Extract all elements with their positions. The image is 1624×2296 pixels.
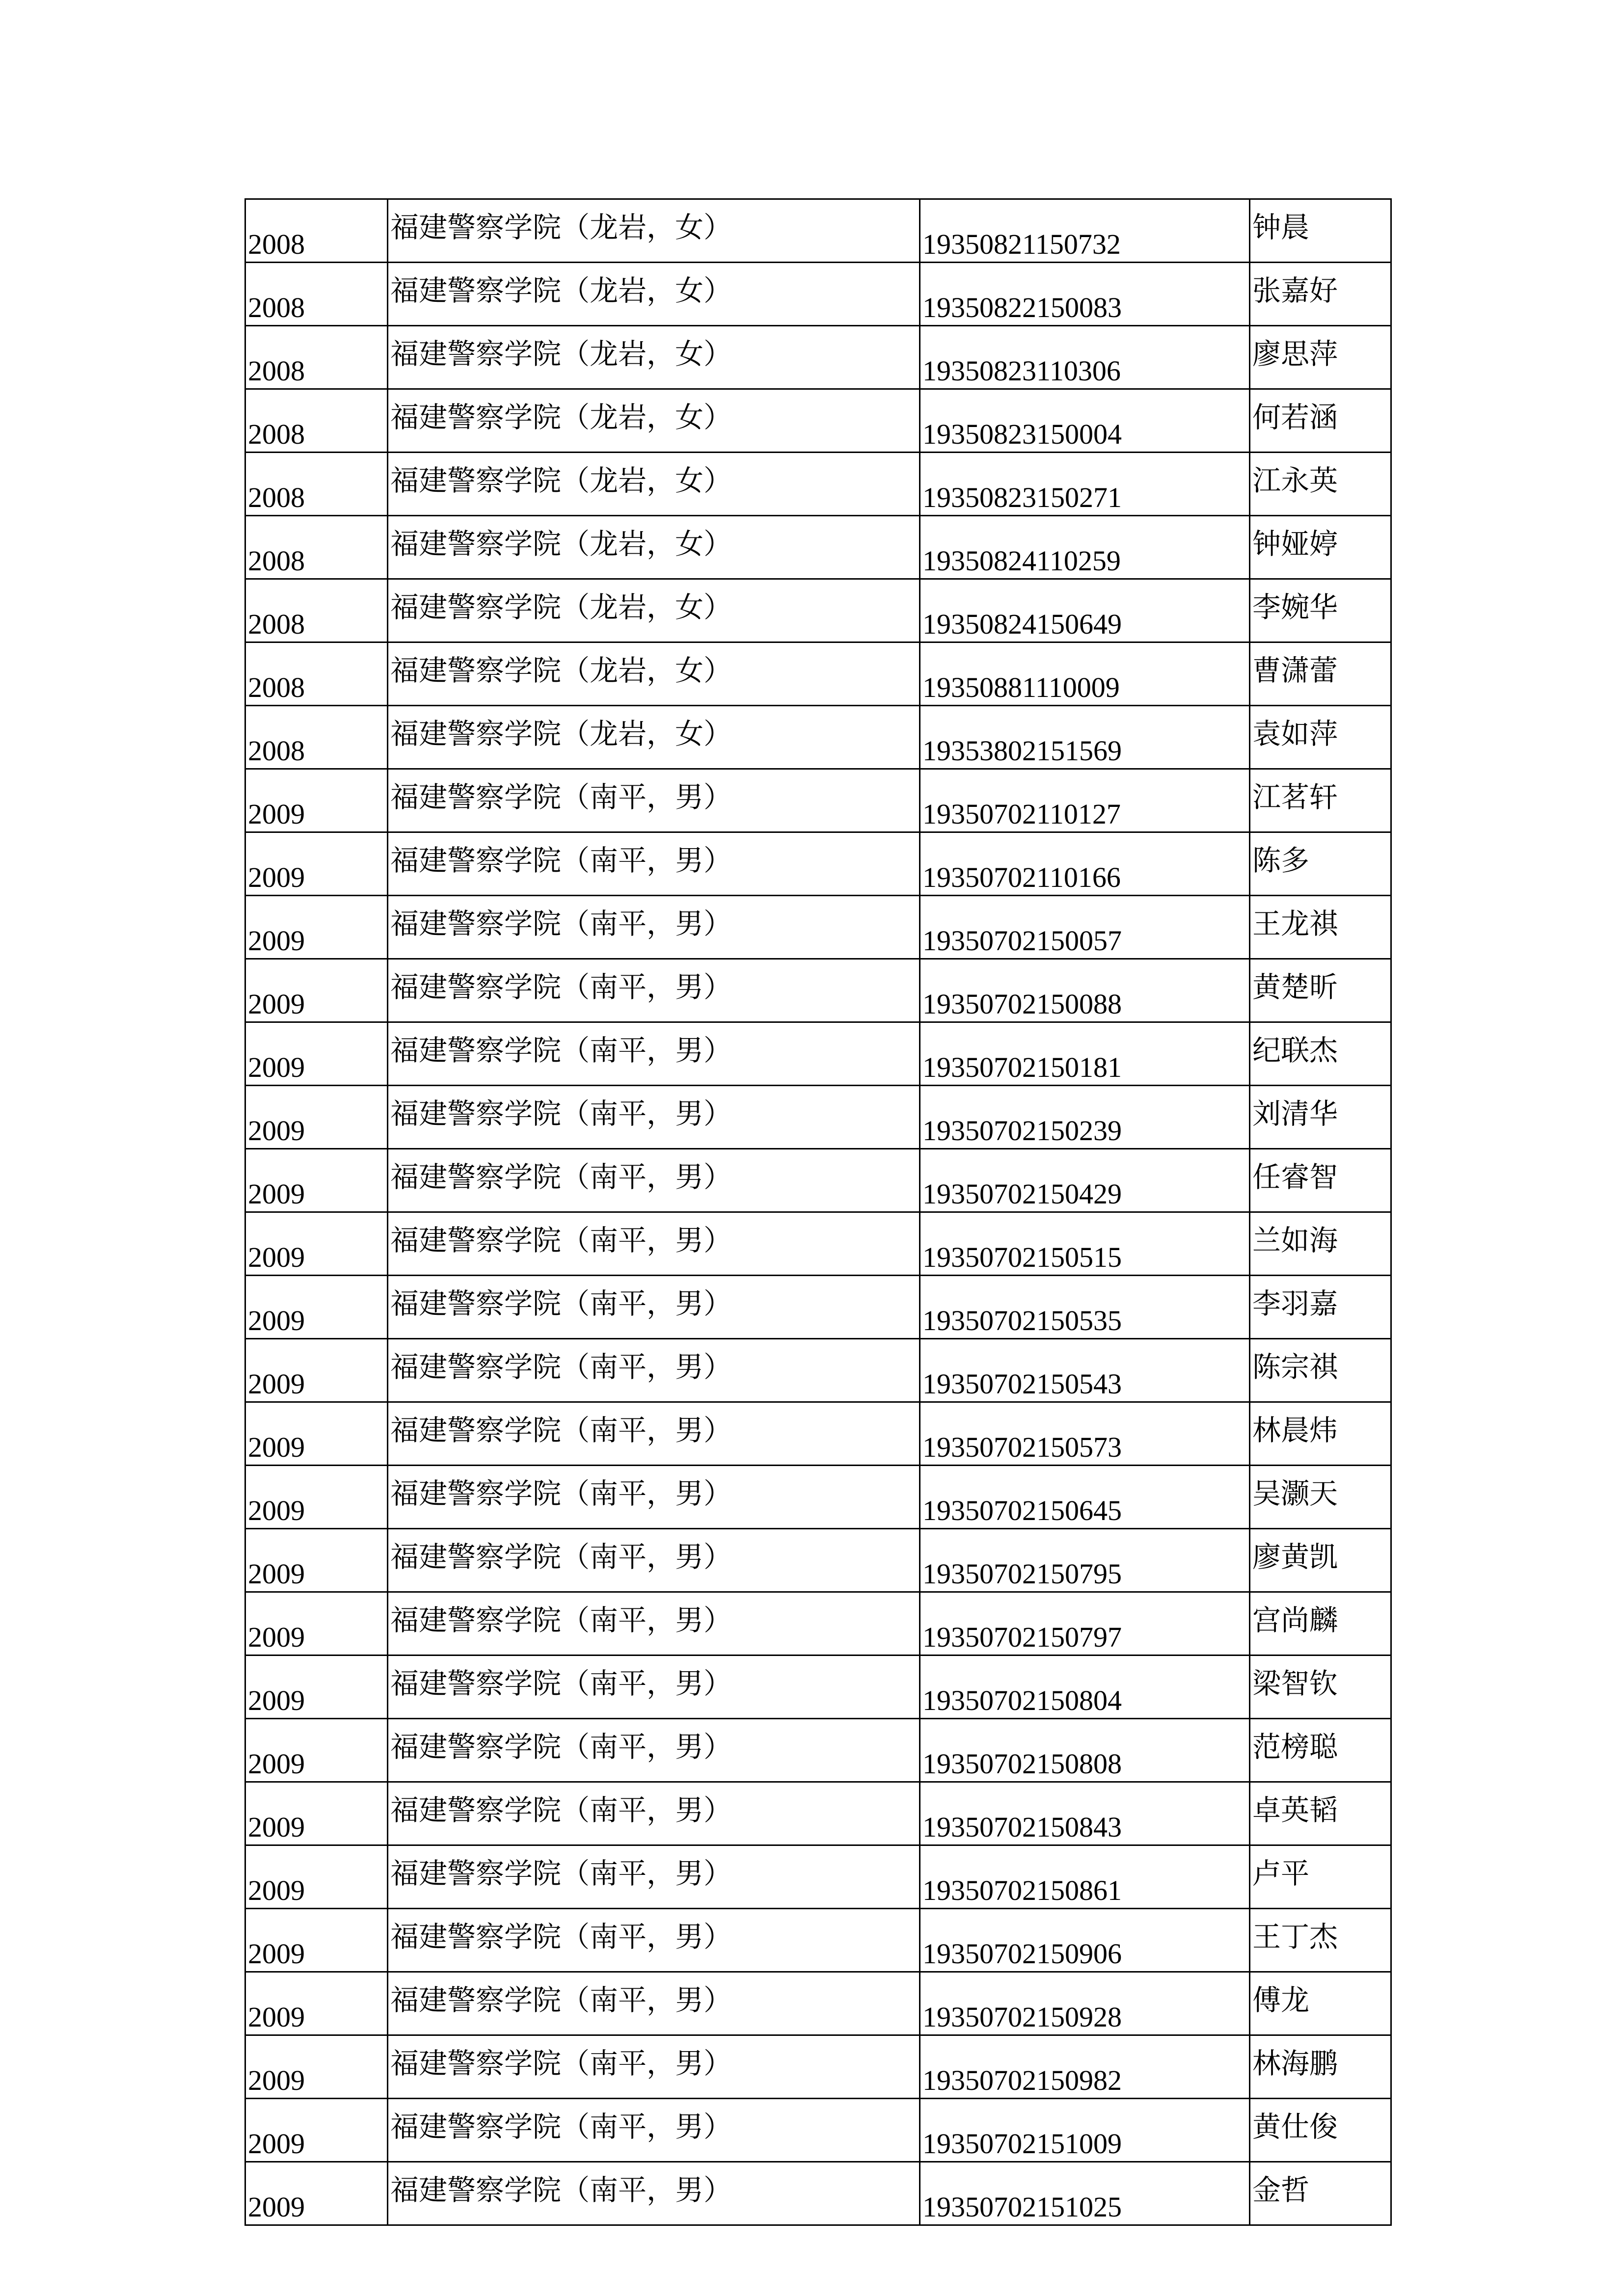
school-name-cell: 福建警察学院（南平，男） [388,1339,920,1402]
table-row [245,1022,1391,1086]
candidate-number-cell: 19350881110009 [920,642,1250,706]
candidate-number-cell: 19353802151569 [920,706,1250,769]
student-name-cell: 卓英韬 [1250,1782,1391,1845]
candidate-number-cell: 19350702151009 [920,2099,1250,2162]
school-name-cell: 福建警察学院（南平，男） [388,1909,920,1972]
table-row [245,959,1391,1022]
table-row [245,1782,1391,1845]
table-row [245,1339,1391,1402]
student-name-cell: 宫尚麟 [1250,1592,1391,1655]
student-name-cell: 张嘉好 [1250,263,1391,326]
student-name-cell: 袁如萍 [1250,706,1391,769]
school-name-cell: 福建警察学院（南平，男） [388,1466,920,1529]
candidate-number-cell: 19350702150804 [920,1655,1250,1719]
candidate-number-cell: 19350823150004 [920,389,1250,453]
table-body [245,199,1391,2225]
year-code-cell: 2008 [245,199,388,263]
year-code-cell: 2009 [245,2162,388,2225]
table-row [245,2099,1391,2162]
student-name-cell: 陈宗祺 [1250,1339,1391,1402]
table-row [245,579,1391,642]
student-name-cell: 廖思萍 [1250,326,1391,389]
candidate-number-cell: 19350702150795 [920,1529,1250,1592]
student-name-cell: 林海鹏 [1250,2035,1391,2099]
candidate-number-cell: 19350823150271 [920,453,1250,516]
year-code-cell: 2009 [245,2035,388,2099]
candidate-number-cell: 19350702150808 [920,1719,1250,1782]
table-row [245,516,1391,579]
school-name-cell: 福建警察学院（龙岩，女） [388,516,920,579]
school-name-cell: 福建警察学院（南平，男） [388,1022,920,1086]
candidate-number-cell: 19350702110127 [920,769,1250,832]
student-name-cell: 梁智钦 [1250,1655,1391,1719]
candidate-number-cell: 19350702150515 [920,1212,1250,1276]
candidate-number-cell: 19350702150088 [920,959,1250,1022]
student-name-cell: 陈多 [1250,832,1391,896]
student-name-cell: 范榜聪 [1250,1719,1391,1782]
year-code-cell: 2008 [245,516,388,579]
school-name-cell: 福建警察学院（南平，男） [388,1845,920,1909]
year-code-cell: 2009 [245,1212,388,1276]
table-row [245,1655,1391,1719]
table-row [245,1276,1391,1339]
school-name-cell: 福建警察学院（南平，男） [388,832,920,896]
year-code-cell: 2008 [245,706,388,769]
student-name-cell: 江永英 [1250,453,1391,516]
candidate-number-cell: 19350702150928 [920,1972,1250,2035]
student-name-cell: 金哲 [1250,2162,1391,2225]
table-row [245,1466,1391,1529]
school-name-cell: 福建警察学院（南平，男） [388,2162,920,2225]
school-name-cell: 福建警察学院（南平，男） [388,896,920,959]
school-name-cell: 福建警察学院（南平，男） [388,1149,920,1212]
year-code-cell: 2009 [245,1782,388,1845]
year-code-cell: 2009 [245,1529,388,1592]
year-code-cell: 2009 [245,1466,388,1529]
student-name-cell: 林晨炜 [1250,1402,1391,1466]
year-code-cell: 2009 [245,832,388,896]
year-code-cell: 2009 [245,1845,388,1909]
candidate-number-cell: 19350702150797 [920,1592,1250,1655]
table-row [245,1592,1391,1655]
table-row [245,1086,1391,1149]
school-name-cell: 福建警察学院（龙岩，女） [388,706,920,769]
school-name-cell: 福建警察学院（龙岩，女） [388,326,920,389]
table-row [245,706,1391,769]
year-code-cell: 2009 [245,1149,388,1212]
year-code-cell: 2009 [245,1909,388,1972]
table-row [245,1719,1391,1782]
student-name-cell: 李婉华 [1250,579,1391,642]
table-row [245,896,1391,959]
school-name-cell: 福建警察学院（龙岩，女） [388,263,920,326]
year-code-cell: 2009 [245,1592,388,1655]
table-row [245,1845,1391,1909]
year-code-cell: 2009 [245,769,388,832]
school-name-cell: 福建警察学院（龙岩，女） [388,453,920,516]
candidate-number-cell: 19350702151025 [920,2162,1250,2225]
year-code-cell: 2008 [245,263,388,326]
candidate-number-cell: 19350702150429 [920,1149,1250,1212]
table-row [245,1402,1391,1466]
year-code-cell: 2009 [245,959,388,1022]
student-name-cell: 刘清华 [1250,1086,1391,1149]
candidate-number-cell: 19350702150982 [920,2035,1250,2099]
school-name-cell: 福建警察学院（南平，男） [388,769,920,832]
year-code-cell: 2009 [245,1719,388,1782]
table-row [245,1149,1391,1212]
year-code-cell: 2008 [245,389,388,453]
school-name-cell: 福建警察学院（南平，男） [388,1086,920,1149]
table-row [245,832,1391,896]
candidate-number-cell: 19350702150843 [920,1782,1250,1845]
year-code-cell: 2009 [245,1339,388,1402]
student-name-cell: 王丁杰 [1250,1909,1391,1972]
candidate-number-cell: 19350823110306 [920,326,1250,389]
candidate-number-cell: 19350702150181 [920,1022,1250,1086]
candidate-number-cell: 19350702150573 [920,1402,1250,1466]
candidate-number-cell: 19350702150543 [920,1339,1250,1402]
candidate-number-cell: 19350702150057 [920,896,1250,959]
year-code-cell: 2009 [245,1655,388,1719]
year-code-cell: 2008 [245,326,388,389]
student-name-cell: 李羽嘉 [1250,1276,1391,1339]
table-row [245,389,1391,453]
candidate-number-cell: 19350824150649 [920,579,1250,642]
student-name-cell: 黄仕俊 [1250,2099,1391,2162]
school-name-cell: 福建警察学院（龙岩，女） [388,579,920,642]
student-name-cell: 钟娅婷 [1250,516,1391,579]
candidate-number-cell: 19350824110259 [920,516,1250,579]
student-name-cell: 钟晨 [1250,199,1391,263]
candidate-number-cell: 19350702150861 [920,1845,1250,1909]
student-name-cell: 江茗轩 [1250,769,1391,832]
candidate-number-cell: 19350822150083 [920,263,1250,326]
table-row [245,1909,1391,1972]
school-name-cell: 福建警察学院（南平，男） [388,1655,920,1719]
year-code-cell: 2008 [245,642,388,706]
year-code-cell: 2009 [245,2099,388,2162]
table-row [245,199,1391,263]
school-name-cell: 福建警察学院（南平，男） [388,1719,920,1782]
year-code-cell: 2009 [245,1972,388,2035]
year-code-cell: 2008 [245,453,388,516]
table-row [245,1212,1391,1276]
student-name-cell: 何若涵 [1250,389,1391,453]
table-row [245,1529,1391,1592]
school-name-cell: 福建警察学院（龙岩，女） [388,199,920,263]
student-name-cell: 任睿智 [1250,1149,1391,1212]
school-name-cell: 福建警察学院（南平，男） [388,1212,920,1276]
school-name-cell: 福建警察学院（南平，男） [388,1276,920,1339]
candidate-number-cell: 19350702150645 [920,1466,1250,1529]
table-row [245,2035,1391,2099]
student-name-cell: 廖黄凯 [1250,1529,1391,1592]
student-name-cell: 曹潇蕾 [1250,642,1391,706]
table-row [245,2162,1391,2225]
candidate-number-cell: 19350702110166 [920,832,1250,896]
table-row [245,642,1391,706]
school-name-cell: 福建警察学院（南平，男） [388,2099,920,2162]
school-name-cell: 福建警察学院（南平，男） [388,1402,920,1466]
year-code-cell: 2008 [245,579,388,642]
student-name-cell: 黄楚昕 [1250,959,1391,1022]
table-row [245,769,1391,832]
table-row [245,453,1391,516]
school-name-cell: 福建警察学院（南平，男） [388,1592,920,1655]
school-name-cell: 福建警察学院（南平，男） [388,2035,920,2099]
student-name-cell: 王龙祺 [1250,896,1391,959]
candidate-number-cell: 19350702150535 [920,1276,1250,1339]
year-code-cell: 2009 [245,896,388,959]
student-name-cell: 傅龙 [1250,1972,1391,2035]
student-name-cell: 卢平 [1250,1845,1391,1909]
school-name-cell: 福建警察学院（南平，男） [388,1972,920,2035]
school-name-cell: 福建警察学院（南平，男） [388,1529,920,1592]
year-code-cell: 2009 [245,1402,388,1466]
year-code-cell: 2009 [245,1022,388,1086]
year-code-cell: 2009 [245,1276,388,1339]
student-name-cell: 纪联杰 [1250,1022,1391,1086]
table-row [245,263,1391,326]
table-row [245,326,1391,389]
candidate-number-cell: 19350821150732 [920,199,1250,263]
school-name-cell: 福建警察学院（龙岩，女） [388,389,920,453]
school-name-cell: 福建警察学院（南平，男） [388,1782,920,1845]
school-name-cell: 福建警察学院（龙岩，女） [388,642,920,706]
student-name-cell: 吴灏天 [1250,1466,1391,1529]
year-code-cell: 2009 [245,1086,388,1149]
school-name-cell: 福建警察学院（南平，男） [388,959,920,1022]
table-row [245,1972,1391,2035]
candidate-number-cell: 19350702150906 [920,1909,1250,1972]
candidate-number-cell: 19350702150239 [920,1086,1250,1149]
student-name-cell: 兰如海 [1250,1212,1391,1276]
admission-list-table [244,198,1392,2226]
